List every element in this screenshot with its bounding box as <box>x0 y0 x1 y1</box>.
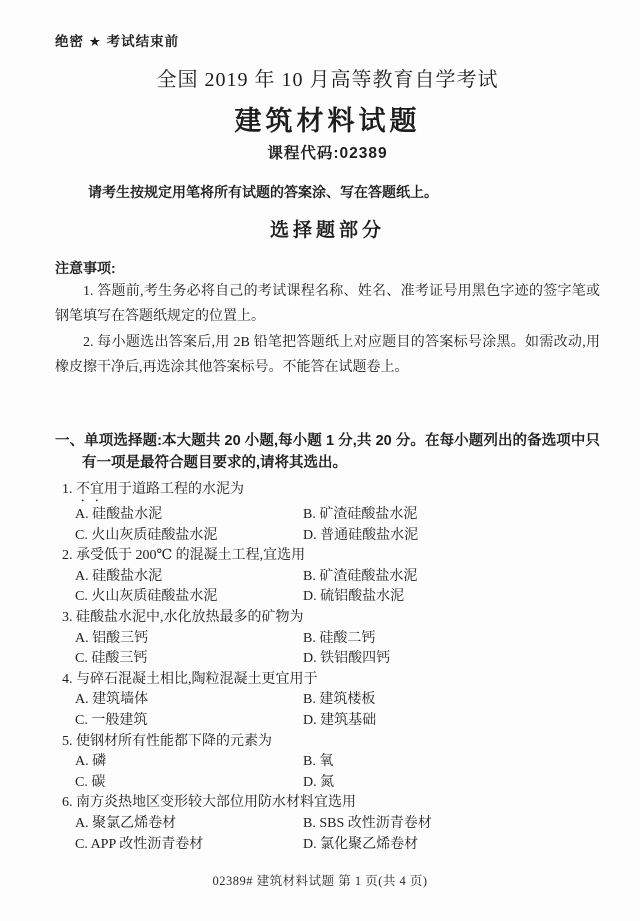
option-C: C. 硅酸三钙 <box>75 651 148 667</box>
emphasized-term: 不宜 <box>76 482 104 497</box>
question-text: 6. 南方炎热地区变形较大部位用防水材料宜选用 <box>62 795 356 811</box>
notice-item-2: 2. 每小题选出答案后,用 2B 铅笔把答题纸上对应题目的答案标号涂黑。如需改动,用橡皮擦干净后,再选涂其他答案标号。不能答在试题卷上。 <box>55 335 600 375</box>
option-B: B. 矿渣硅酸盐水泥 <box>303 507 418 522</box>
option-C: C. APP 改性沥青卷材 <box>75 836 204 852</box>
page-footer: 02389# 建筑材料试题 第 1 页(共 4 页) <box>212 874 428 888</box>
question-3 <box>55 608 600 670</box>
notes-heading: 注意事项: <box>55 260 116 276</box>
option-D: D. 铁铝酸四钙 <box>303 651 391 667</box>
option-D: D. 建筑基础 <box>303 712 377 728</box>
question-text: 3. 硅酸盐水泥中,水化放热最多的矿物为 <box>62 609 304 625</box>
option-C: C. 一般建筑 <box>75 712 148 728</box>
options-grid <box>75 814 600 855</box>
question-2 <box>55 546 600 608</box>
option-C: C. 碳 <box>75 774 106 790</box>
option-B: B. 氧 <box>303 754 334 770</box>
subject-title: 建筑材料试题 <box>234 106 421 136</box>
option-C: C. 火山灰质硅酸盐水泥 <box>75 527 218 543</box>
question-text: 1. 不宜用于道路工程的水泥为 <box>62 482 244 497</box>
option-A: A. 硅酸盐水泥 <box>75 507 163 522</box>
options-grid <box>75 629 600 670</box>
options-grid <box>75 505 600 546</box>
question-6 <box>55 793 600 855</box>
notes-list <box>55 279 600 380</box>
option-B: B. 矿渣硅酸盐水泥 <box>303 568 418 584</box>
question-1 <box>55 480 600 546</box>
course-code: 课程代码:02389 <box>267 145 388 162</box>
question-4 <box>55 670 600 732</box>
option-D: D. 氮 <box>303 774 335 790</box>
question-text: 2. 承受低于 200℃ 的混凝土工程,宜选用 <box>62 548 306 564</box>
option-A: A. 磷 <box>75 754 107 770</box>
option-C: C. 火山灰质硅酸盐水泥 <box>75 589 218 605</box>
option-A: A. 建筑墙体 <box>75 692 149 708</box>
options-grid <box>75 752 600 793</box>
option-D: D. 氯化聚乙烯卷材 <box>303 836 419 852</box>
classification-label: 绝密 ★ 考试结束前 <box>55 34 180 49</box>
option-D: D. 硫铝酸盐水泥 <box>303 589 405 605</box>
question-text: 4. 与碎石混凝土相比,陶粒混凝土更宜用于 <box>62 671 318 687</box>
option-B: B. 建筑楼板 <box>303 692 376 708</box>
notice-item-1: 1. 答题前,考生务必将自己的考试课程名称、姓名、准考证号用黑色字迹的签字笔或钢笔填写在答题纸规定的位置上。 <box>55 284 600 324</box>
answer-sheet-instruction: 请考生按规定用笔将所有试题的答案涂、写在答题纸上。 <box>88 184 438 200</box>
question-5 <box>55 732 600 794</box>
option-A: A. 铝酸三钙 <box>75 630 149 646</box>
question-text: 5. 使钢材所有性能都下降的元素为 <box>62 733 272 749</box>
options-grid <box>75 567 600 608</box>
options-grid <box>75 690 600 731</box>
option-D: D. 普通硅酸盐水泥 <box>303 527 419 543</box>
option-B: B. SBS 改性沥青卷材 <box>303 815 432 831</box>
option-B: B. 硅酸二钙 <box>303 630 376 646</box>
part-one-heading: 一、单项选择题:本大题共 20 小题,每小题 1 分,共 20 分。在每小题列出的备选项中只有一项是最符合题目要求的,请将其选出。 <box>55 433 600 471</box>
option-A: A. 硅酸盐水泥 <box>75 568 163 584</box>
option-A: A. 聚氯乙烯卷材 <box>75 815 177 831</box>
section-title: 选择题部分 <box>269 220 385 241</box>
exam-session-title: 全国 2019 年 10 月高等教育自学考试 <box>156 69 499 91</box>
question-list <box>55 480 600 855</box>
